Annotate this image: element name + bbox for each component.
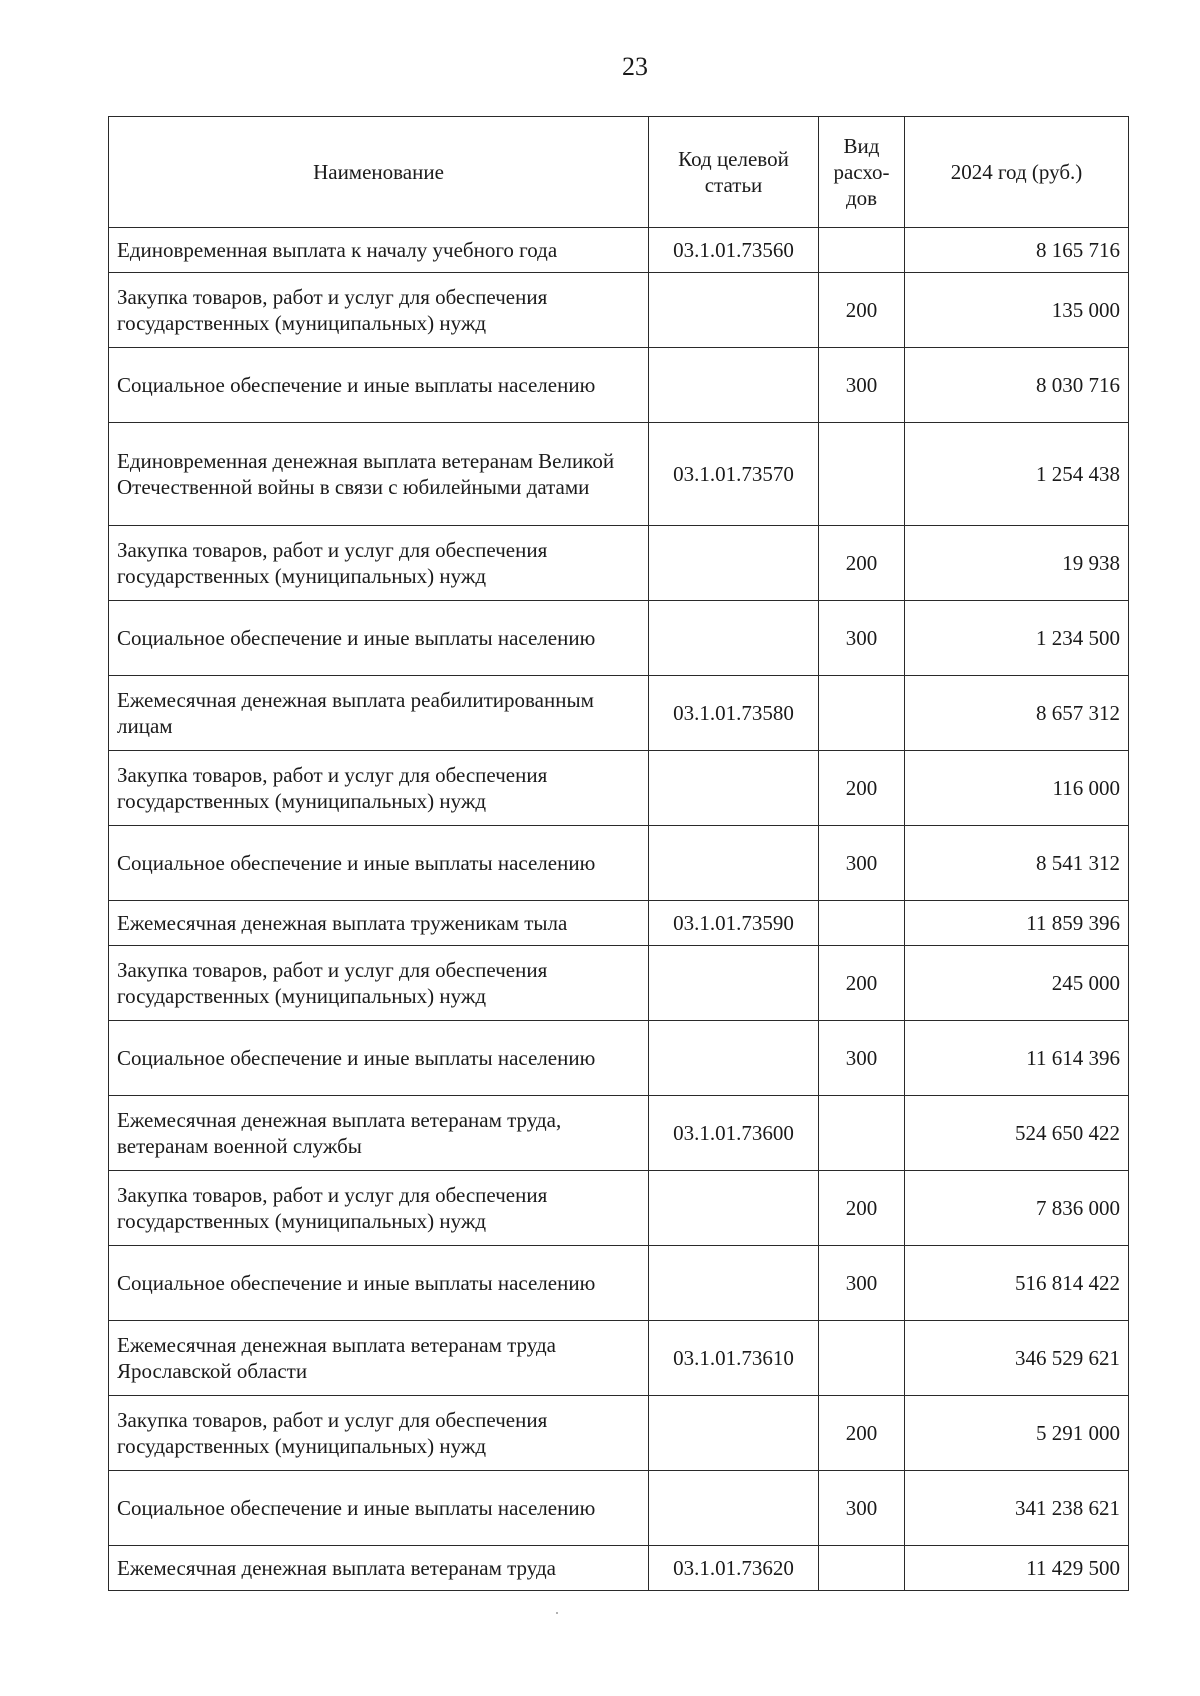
cell-code: 03.1.01.73620 — [649, 1546, 819, 1591]
cell-code — [649, 1471, 819, 1546]
cell-kind: 300 — [819, 1021, 905, 1096]
table-row — [109, 273, 1129, 348]
cell-amount: 516 814 422 — [905, 1246, 1129, 1321]
table-row — [109, 1471, 1129, 1546]
cell-name: Социальное обеспечение и иные выплаты населению — [109, 1246, 649, 1321]
cell-name: Социальное обеспечение и иные выплаты населению — [109, 1021, 649, 1096]
table-row — [109, 1546, 1129, 1591]
table-row — [109, 1171, 1129, 1246]
cell-name: Закупка товаров, работ и услуг для обеспечения государственных (муниципальных) нужд — [109, 751, 649, 826]
cell-name: Социальное обеспечение и иные выплаты населению — [109, 826, 649, 901]
cell-name: Закупка товаров, работ и услуг для обеспечения государственных (муниципальных) нужд — [109, 526, 649, 601]
cell-code — [649, 601, 819, 676]
cell-amount: 116 000 — [905, 751, 1129, 826]
cell-amount: 5 291 000 — [905, 1396, 1129, 1471]
cell-amount: 8 657 312 — [905, 676, 1129, 751]
scan-speck — [556, 1612, 558, 1614]
cell-kind: 200 — [819, 526, 905, 601]
table-row — [109, 751, 1129, 826]
table-row — [109, 901, 1129, 946]
cell-kind: 200 — [819, 273, 905, 348]
cell-name: Единовременная денежная выплата ветеранам Великой Отечественной войны в связи с юбилейными датами — [109, 423, 649, 526]
cell-kind: 200 — [819, 1171, 905, 1246]
cell-code — [649, 1021, 819, 1096]
cell-kind: 200 — [819, 946, 905, 1021]
cell-name: Закупка товаров, работ и услуг для обеспечения государственных (муниципальных) нужд — [109, 1396, 649, 1471]
cell-code — [649, 751, 819, 826]
cell-code: 03.1.01.73590 — [649, 901, 819, 946]
cell-amount: 8 541 312 — [905, 826, 1129, 901]
cell-kind: 300 — [819, 601, 905, 676]
table-row — [109, 946, 1129, 1021]
table-body — [109, 228, 1129, 1591]
cell-amount: 8 165 716 — [905, 228, 1129, 273]
cell-name: Единовременная выплата к началу учебного года — [109, 228, 649, 273]
cell-name: Закупка товаров, работ и услуг для обеспечения государственных (муниципальных) нужд — [109, 1171, 649, 1246]
table-row — [109, 423, 1129, 526]
cell-name: Ежемесячная денежная выплата труженикам тыла — [109, 901, 649, 946]
table-row — [109, 826, 1129, 901]
table-row — [109, 228, 1129, 273]
cell-kind: 300 — [819, 348, 905, 423]
cell-amount: 8 030 716 — [905, 348, 1129, 423]
cell-name: Ежемесячная денежная выплата ветеранам труда — [109, 1546, 649, 1591]
cell-kind — [819, 901, 905, 946]
cell-code — [649, 946, 819, 1021]
budget-table — [108, 116, 1129, 1591]
cell-amount: 1 234 500 — [905, 601, 1129, 676]
cell-amount: 524 650 422 — [905, 1096, 1129, 1171]
table-row — [109, 1021, 1129, 1096]
cell-code: 03.1.01.73600 — [649, 1096, 819, 1171]
cell-kind — [819, 228, 905, 273]
page-number: 23 — [622, 52, 648, 81]
cell-kind — [819, 423, 905, 526]
cell-code: 03.1.01.73580 — [649, 676, 819, 751]
cell-name: Ежемесячная денежная выплата реабилитированным лицам — [109, 676, 649, 751]
table-row — [109, 1246, 1129, 1321]
cell-kind — [819, 1546, 905, 1591]
table-row — [109, 1396, 1129, 1471]
cell-code: 03.1.01.73560 — [649, 228, 819, 273]
cell-amount: 135 000 — [905, 273, 1129, 348]
cell-code — [649, 1246, 819, 1321]
cell-code — [649, 1396, 819, 1471]
cell-kind: 300 — [819, 826, 905, 901]
cell-amount: 11 614 396 — [905, 1021, 1129, 1096]
cell-name: Закупка товаров, работ и услуг для обеспечения государственных (муниципальных) нужд — [109, 946, 649, 1021]
cell-kind: 300 — [819, 1471, 905, 1546]
table-row — [109, 1321, 1129, 1396]
cell-name: Ежемесячная денежная выплата ветеранам труда Ярославской области — [109, 1321, 649, 1396]
cell-name: Закупка товаров, работ и услуг для обеспечения государственных (муниципальных) нужд — [109, 273, 649, 348]
cell-code: 03.1.01.73570 — [649, 423, 819, 526]
header-amount: 2024 год (руб.) — [905, 117, 1129, 228]
cell-name: Ежемесячная денежная выплата ветеранам труда, ветеранам военной службы — [109, 1096, 649, 1171]
cell-amount: 341 238 621 — [905, 1471, 1129, 1546]
cell-kind: 200 — [819, 751, 905, 826]
table-row — [109, 601, 1129, 676]
cell-name: Социальное обеспечение и иные выплаты населению — [109, 601, 649, 676]
cell-amount: 245 000 — [905, 946, 1129, 1021]
table-header-row — [109, 117, 1129, 228]
cell-code — [649, 348, 819, 423]
header-code: Код целевой статьи — [649, 117, 819, 228]
cell-code — [649, 526, 819, 601]
cell-kind: 300 — [819, 1246, 905, 1321]
cell-code — [649, 826, 819, 901]
cell-kind — [819, 1321, 905, 1396]
cell-kind — [819, 676, 905, 751]
cell-amount: 19 938 — [905, 526, 1129, 601]
cell-amount: 11 429 500 — [905, 1546, 1129, 1591]
header-name: Наименование — [109, 117, 649, 228]
cell-code — [649, 273, 819, 348]
cell-kind: 200 — [819, 1396, 905, 1471]
cell-amount: 7 836 000 — [905, 1171, 1129, 1246]
header-kind: Вид расхо-дов — [819, 117, 905, 228]
table-row — [109, 676, 1129, 751]
cell-amount: 1 254 438 — [905, 423, 1129, 526]
table-row — [109, 1096, 1129, 1171]
table-row — [109, 348, 1129, 423]
cell-amount: 346 529 621 — [905, 1321, 1129, 1396]
cell-code: 03.1.01.73610 — [649, 1321, 819, 1396]
cell-amount: 11 859 396 — [905, 901, 1129, 946]
cell-kind — [819, 1096, 905, 1171]
table-row — [109, 526, 1129, 601]
cell-name: Социальное обеспечение и иные выплаты населению — [109, 1471, 649, 1546]
cell-code — [649, 1171, 819, 1246]
cell-name: Социальное обеспечение и иные выплаты населению — [109, 348, 649, 423]
